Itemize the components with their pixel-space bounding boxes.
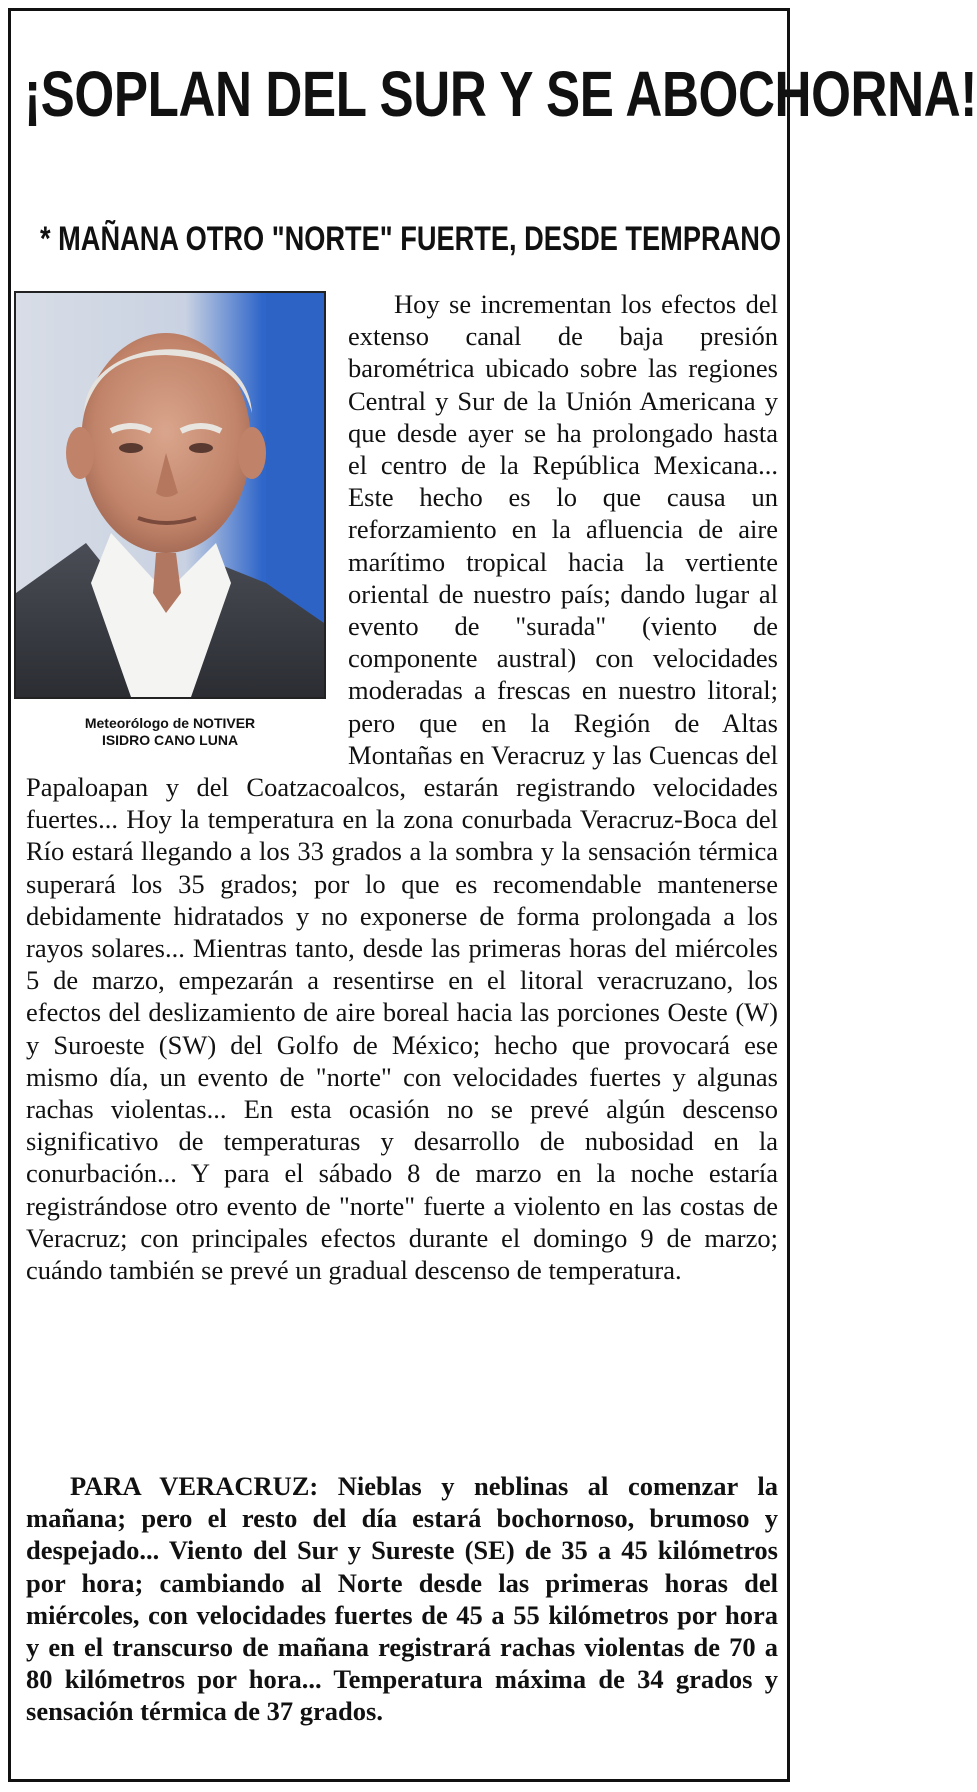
photo-wrap-spacer [26, 288, 338, 766]
paragraph-para-veracruz: PARA VERACRUZ: Nieblas y neblinas al comenzar la mañana; pero el resto del día estará bochornoso, brumoso y despejado... Viento del Sur y Sureste (SE) de 35 a 45 kilómetros por hora; cambiando al Norte desde las primeras horas del miércoles, con velocidades fuertes de 45 a 55 kilómetros por hora y en el transcurso de mañana registrará rachas violentas de 70 a 80 kilómetros por hora... Temperatura máxima de 34 grados y sensación térmica de 37 grados. [26, 1471, 778, 1727]
headline: ¡SOPLAN DEL SUR Y SE ABOCHORNA! [24, 58, 977, 130]
caption-title: Meteorólogo de NOTIVER [84, 715, 256, 731]
subheadline: * MAÑANA OTRO "NORTE" FUERTE, DESDE TEMPRANO [40, 220, 782, 258]
caption-name: ISIDRO CANO LUNA [101, 732, 239, 748]
article-veracruz-forecast [26, 1470, 778, 1728]
article-body [26, 288, 778, 1286]
paragraph-forecast: Hoy se incrementan los efectos del extenso canal de baja presión barométrica ubicado sobre las regiones Central y Sur de la Unión Americana y que desde ayer se ha prolongado hasta el centro de la República Mexicana... Este hecho es lo que causa un reforzamiento en la afluencia de aire marítimo tropical hacia la vertiente oriental de nuestro país; dando lugar al evento de "surada" (viento de componente austral) con velocidades moderadas a frescas en nuestro litoral; pero que en la Región de Altas Montañas en Veracruz y las Cuencas del Papaloapan y del Coatzacoalcos, estarán registrando velocidades fuertes... Hoy la temperatura en la zona conurbada Veracruz-Boca del Río estará llegando a los 33 grados a la sombra y la sensación térmica superará los 35 grados; por lo que es recomendable mantenerse debidamente hidratados y no exponerse de forma prolongada a los rayos solares... Mientras tanto, desde las primeras horas del miércoles 5 de marzo, empezarán a resentirse en el litoral veracruzano, los efectos del deslizamiento de aire boreal hacia las porciones Oeste (W) y Suroeste (SW) del Golfo de México; hecho que provocará ese mismo día, un evento de "norte" con velocidades fuertes y algunas rachas violentas... En esta ocasión no se prevé algún descenso significativo de temperaturas y desarrollo de nubosidad en la conurbación... Y para el sábado 8 de marzo en la noche estaría registrándose otro evento de "norte" fuerte a violento en las costas de Veracruz; con principales efectos durante el domingo 9 de marzo; cuándo también se prevé un gradual descenso de temperatura. [26, 289, 778, 1286]
